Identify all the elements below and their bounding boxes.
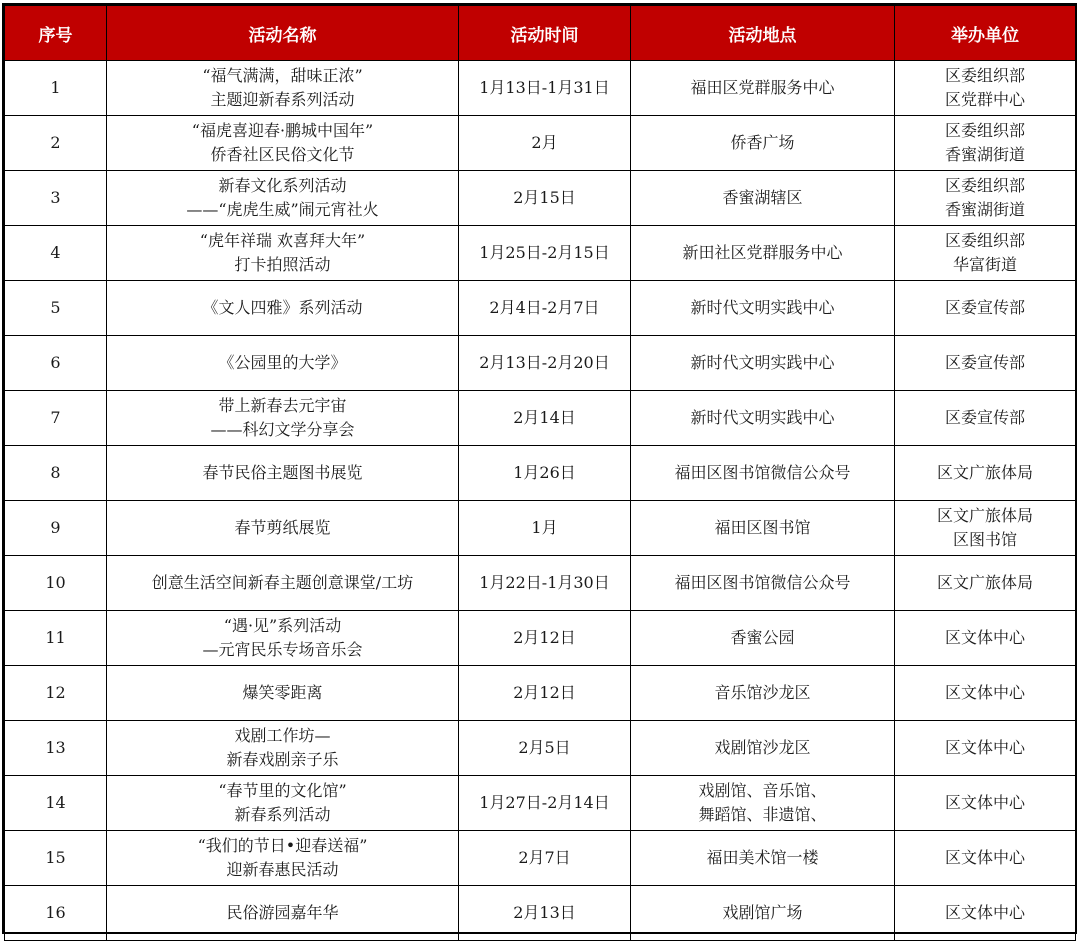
cell-activity-place: [631, 391, 895, 446]
table-row: [5, 391, 1076, 446]
cell-activity-name-line: 迎新春惠民活动: [226, 860, 339, 879]
cell-activity-place-line: 香蜜公园: [730, 628, 795, 647]
cell-activity-time: 2月: [459, 116, 631, 171]
cell-activity-name-line: “福虎喜迎春·鹏城中国年”: [191, 121, 374, 140]
cell-activity-time: 2月12日: [459, 611, 631, 666]
cell-activity-name: [107, 61, 459, 116]
cell-organizer: [895, 336, 1076, 391]
cell-activity-place: [631, 611, 895, 666]
cell-activity-name: [107, 611, 459, 666]
activity-table-container: [2, 3, 1077, 934]
cell-activity-name-line: 爆笑零距离: [242, 683, 323, 702]
cell-activity-name-line: 新春系列活动: [234, 805, 331, 824]
cell-organizer-line: 区文广旅体局: [936, 573, 1033, 592]
cell-activity-place: [631, 831, 895, 886]
cell-activity-place-line: 福田区图书馆: [714, 518, 811, 537]
cell-number: 14: [5, 776, 107, 831]
cell-activity-time: 1月22日-1月30日: [459, 556, 631, 611]
cell-organizer-line: 区委组织部: [944, 231, 1025, 250]
cell-activity-place: [631, 446, 895, 501]
cell-activity-name-line: 新春文化系列活动: [218, 176, 347, 195]
table-row: [5, 666, 1076, 721]
cell-activity-time: 1月25日-2月15日: [459, 226, 631, 281]
cell-number: 15: [5, 831, 107, 886]
table-row: [5, 446, 1076, 501]
cell-activity-place: [631, 501, 895, 556]
table-row: [5, 831, 1076, 886]
cell-activity-place: [631, 336, 895, 391]
cell-organizer-line: 区文体中心: [944, 683, 1025, 702]
cell-organizer: [895, 611, 1076, 666]
cell-activity-name: [107, 776, 459, 831]
cell-organizer: [895, 831, 1076, 886]
cell-activity-place: [631, 556, 895, 611]
cell-activity-name-line: 新春戏剧亲子乐: [226, 750, 339, 769]
cell-activity-name-line: 侨香社区民俗文化节: [210, 145, 355, 164]
cell-activity-name-line: 打卡拍照活动: [234, 255, 331, 274]
table-row: [5, 281, 1076, 336]
cell-activity-name: [107, 721, 459, 776]
cell-activity-place-line: 音乐馆沙龙区: [714, 683, 811, 702]
cell-number: 16: [5, 886, 107, 941]
cell-activity-place: [631, 776, 895, 831]
cell-organizer: [895, 226, 1076, 281]
cell-organizer-line: 区文体中心: [944, 628, 1025, 647]
header-activity-name: 活动名称: [107, 6, 459, 61]
table-row: [5, 721, 1076, 776]
cell-organizer-line: 区文体中心: [944, 738, 1025, 757]
cell-number: 6: [5, 336, 107, 391]
activity-table: [4, 5, 1076, 941]
cell-activity-name-line: 带上新春去元宇宙: [218, 396, 347, 415]
cell-organizer: [895, 61, 1076, 116]
header-organizer: 举办单位: [895, 6, 1076, 61]
cell-activity-name-line: “遇·见”系列活动: [223, 616, 342, 635]
cell-organizer-line: 区委宣传部: [944, 353, 1025, 372]
cell-activity-name-line: ——“虎虎生威”闹元宵社火: [186, 200, 379, 219]
cell-organizer: [895, 391, 1076, 446]
cell-number: 9: [5, 501, 107, 556]
cell-activity-name-line: “春节里的文化馆”: [218, 781, 347, 800]
cell-activity-place-line: 香蜜湖辖区: [722, 188, 803, 207]
cell-activity-time: 2月15日: [459, 171, 631, 226]
cell-activity-time: 2月5日: [459, 721, 631, 776]
cell-organizer-line: 区委宣传部: [944, 408, 1025, 427]
cell-activity-time: 1月13日-1月31日: [459, 61, 631, 116]
cell-activity-place-line: 福田区党群服务中心: [690, 78, 835, 97]
table-row: [5, 116, 1076, 171]
cell-activity-name-line: 《文人四雅》系列活动: [202, 298, 363, 317]
table-row: [5, 171, 1076, 226]
cell-activity-name: [107, 886, 459, 941]
header-activity-time: 活动时间: [459, 6, 631, 61]
cell-activity-name-line: “虎年祥瑞 欢喜拜大年”: [199, 231, 366, 250]
cell-organizer: [895, 886, 1076, 941]
cell-activity-name-line: 主题迎新春系列活动: [210, 90, 355, 109]
cell-activity-name-line: 《公园里的大学》: [218, 353, 347, 372]
cell-activity-name: [107, 116, 459, 171]
cell-activity-name-line: —元宵民乐专场音乐会: [202, 640, 363, 659]
cell-activity-place-line: 新时代文明实践中心: [690, 298, 835, 317]
cell-activity-place-line: 福田区图书馆微信公众号: [674, 573, 851, 592]
cell-activity-time: 1月27日-2月14日: [459, 776, 631, 831]
cell-activity-name-line: 春节民俗主题图书展览: [202, 463, 363, 482]
cell-organizer-line: 区文体中心: [944, 793, 1025, 812]
cell-activity-place-line: 新时代文明实践中心: [690, 353, 835, 372]
cell-activity-place: [631, 666, 895, 721]
cell-organizer-line: 区文广旅体局: [936, 506, 1033, 525]
cell-number: 2: [5, 116, 107, 171]
table-row: [5, 776, 1076, 831]
cell-activity-place-line: 福田区图书馆微信公众号: [674, 463, 851, 482]
cell-number: 11: [5, 611, 107, 666]
cell-activity-place: [631, 886, 895, 941]
cell-organizer-line: 区文体中心: [944, 903, 1025, 922]
cell-organizer-line: 华富街道: [952, 255, 1017, 274]
cell-number: 8: [5, 446, 107, 501]
cell-organizer-line: 香蜜湖街道: [944, 145, 1025, 164]
table-row: [5, 886, 1076, 941]
cell-activity-name: [107, 391, 459, 446]
cell-activity-name: [107, 556, 459, 611]
cell-activity-name: [107, 666, 459, 721]
cell-activity-place-line: 新田社区党群服务中心: [682, 243, 843, 262]
cell-activity-name: [107, 446, 459, 501]
cell-organizer: [895, 281, 1076, 336]
cell-organizer: [895, 446, 1076, 501]
cell-organizer-line: 香蜜湖街道: [944, 200, 1025, 219]
cell-number: 10: [5, 556, 107, 611]
cell-activity-name-line: 春节剪纸展览: [234, 518, 331, 537]
cell-activity-place-line: 侨香广场: [730, 133, 795, 152]
cell-activity-name: [107, 336, 459, 391]
header-number: 序号: [5, 6, 107, 61]
cell-activity-name-line: ——科幻文学分享会: [210, 420, 355, 439]
cell-activity-time: 1月26日: [459, 446, 631, 501]
cell-activity-time: 2月13日: [459, 886, 631, 941]
cell-activity-place: [631, 171, 895, 226]
cell-activity-place-line: 戏剧馆、音乐馆、: [698, 781, 827, 800]
cell-organizer-line: 区委组织部: [944, 121, 1025, 140]
cell-activity-name: [107, 281, 459, 336]
cell-organizer-line: 区委组织部: [944, 176, 1025, 195]
cell-number: 3: [5, 171, 107, 226]
table-body: [5, 61, 1076, 941]
table-row: [5, 611, 1076, 666]
cell-activity-place: [631, 226, 895, 281]
cell-activity-place: [631, 116, 895, 171]
cell-organizer-line: 区图书馆: [952, 530, 1017, 549]
cell-organizer-line: 区党群中心: [944, 90, 1025, 109]
table-row: [5, 226, 1076, 281]
cell-activity-place-line: 戏剧馆广场: [722, 903, 803, 922]
cell-activity-place: [631, 61, 895, 116]
cell-organizer: [895, 116, 1076, 171]
cell-activity-name-line: 民俗游园嘉年华: [226, 903, 339, 922]
cell-activity-place-line: 福田美术馆一楼: [706, 848, 819, 867]
cell-activity-time: 2月14日: [459, 391, 631, 446]
cell-organizer-line: 区文体中心: [944, 848, 1025, 867]
cell-organizer-line: 区委宣传部: [944, 298, 1025, 317]
cell-activity-name: [107, 831, 459, 886]
table-row: [5, 556, 1076, 611]
cell-activity-place-line: 舞蹈馆、非遗馆、: [698, 805, 827, 824]
cell-activity-name-line: 戏剧工作坊—: [234, 726, 331, 745]
cell-number: 5: [5, 281, 107, 336]
cell-organizer: [895, 776, 1076, 831]
cell-organizer: [895, 556, 1076, 611]
cell-activity-name: [107, 226, 459, 281]
cell-number: 4: [5, 226, 107, 281]
cell-activity-place-line: 戏剧馆沙龙区: [714, 738, 811, 757]
cell-number: 13: [5, 721, 107, 776]
cell-activity-name-line: 创意生活空间新春主题创意课堂/工坊: [151, 573, 414, 592]
cell-activity-name: [107, 171, 459, 226]
cell-activity-time: 1月: [459, 501, 631, 556]
cell-number: 7: [5, 391, 107, 446]
table-row: [5, 336, 1076, 391]
cell-activity-time: 2月13日-2月20日: [459, 336, 631, 391]
cell-activity-place: [631, 721, 895, 776]
header-activity-place: 活动地点: [631, 6, 895, 61]
cell-organizer: [895, 721, 1076, 776]
table-row: [5, 61, 1076, 116]
cell-organizer: [895, 501, 1076, 556]
cell-organizer: [895, 171, 1076, 226]
cell-number: 1: [5, 61, 107, 116]
cell-organizer-line: 区委组织部: [944, 66, 1025, 85]
cell-activity-place: [631, 281, 895, 336]
cell-activity-place-line: 新时代文明实践中心: [690, 408, 835, 427]
cell-organizer: [895, 666, 1076, 721]
cell-activity-time: 2月7日: [459, 831, 631, 886]
cell-activity-time: 2月4日-2月7日: [459, 281, 631, 336]
cell-activity-name: [107, 501, 459, 556]
table-row: [5, 501, 1076, 556]
cell-activity-time: 2月12日: [459, 666, 631, 721]
cell-organizer-line: 区文广旅体局: [936, 463, 1033, 482]
cell-activity-name-line: “我们的节日•迎春送福”: [197, 836, 368, 855]
cell-activity-name-line: “福气满满，甜味正浓”: [202, 66, 363, 85]
header-row: [5, 6, 1076, 61]
cell-number: 12: [5, 666, 107, 721]
